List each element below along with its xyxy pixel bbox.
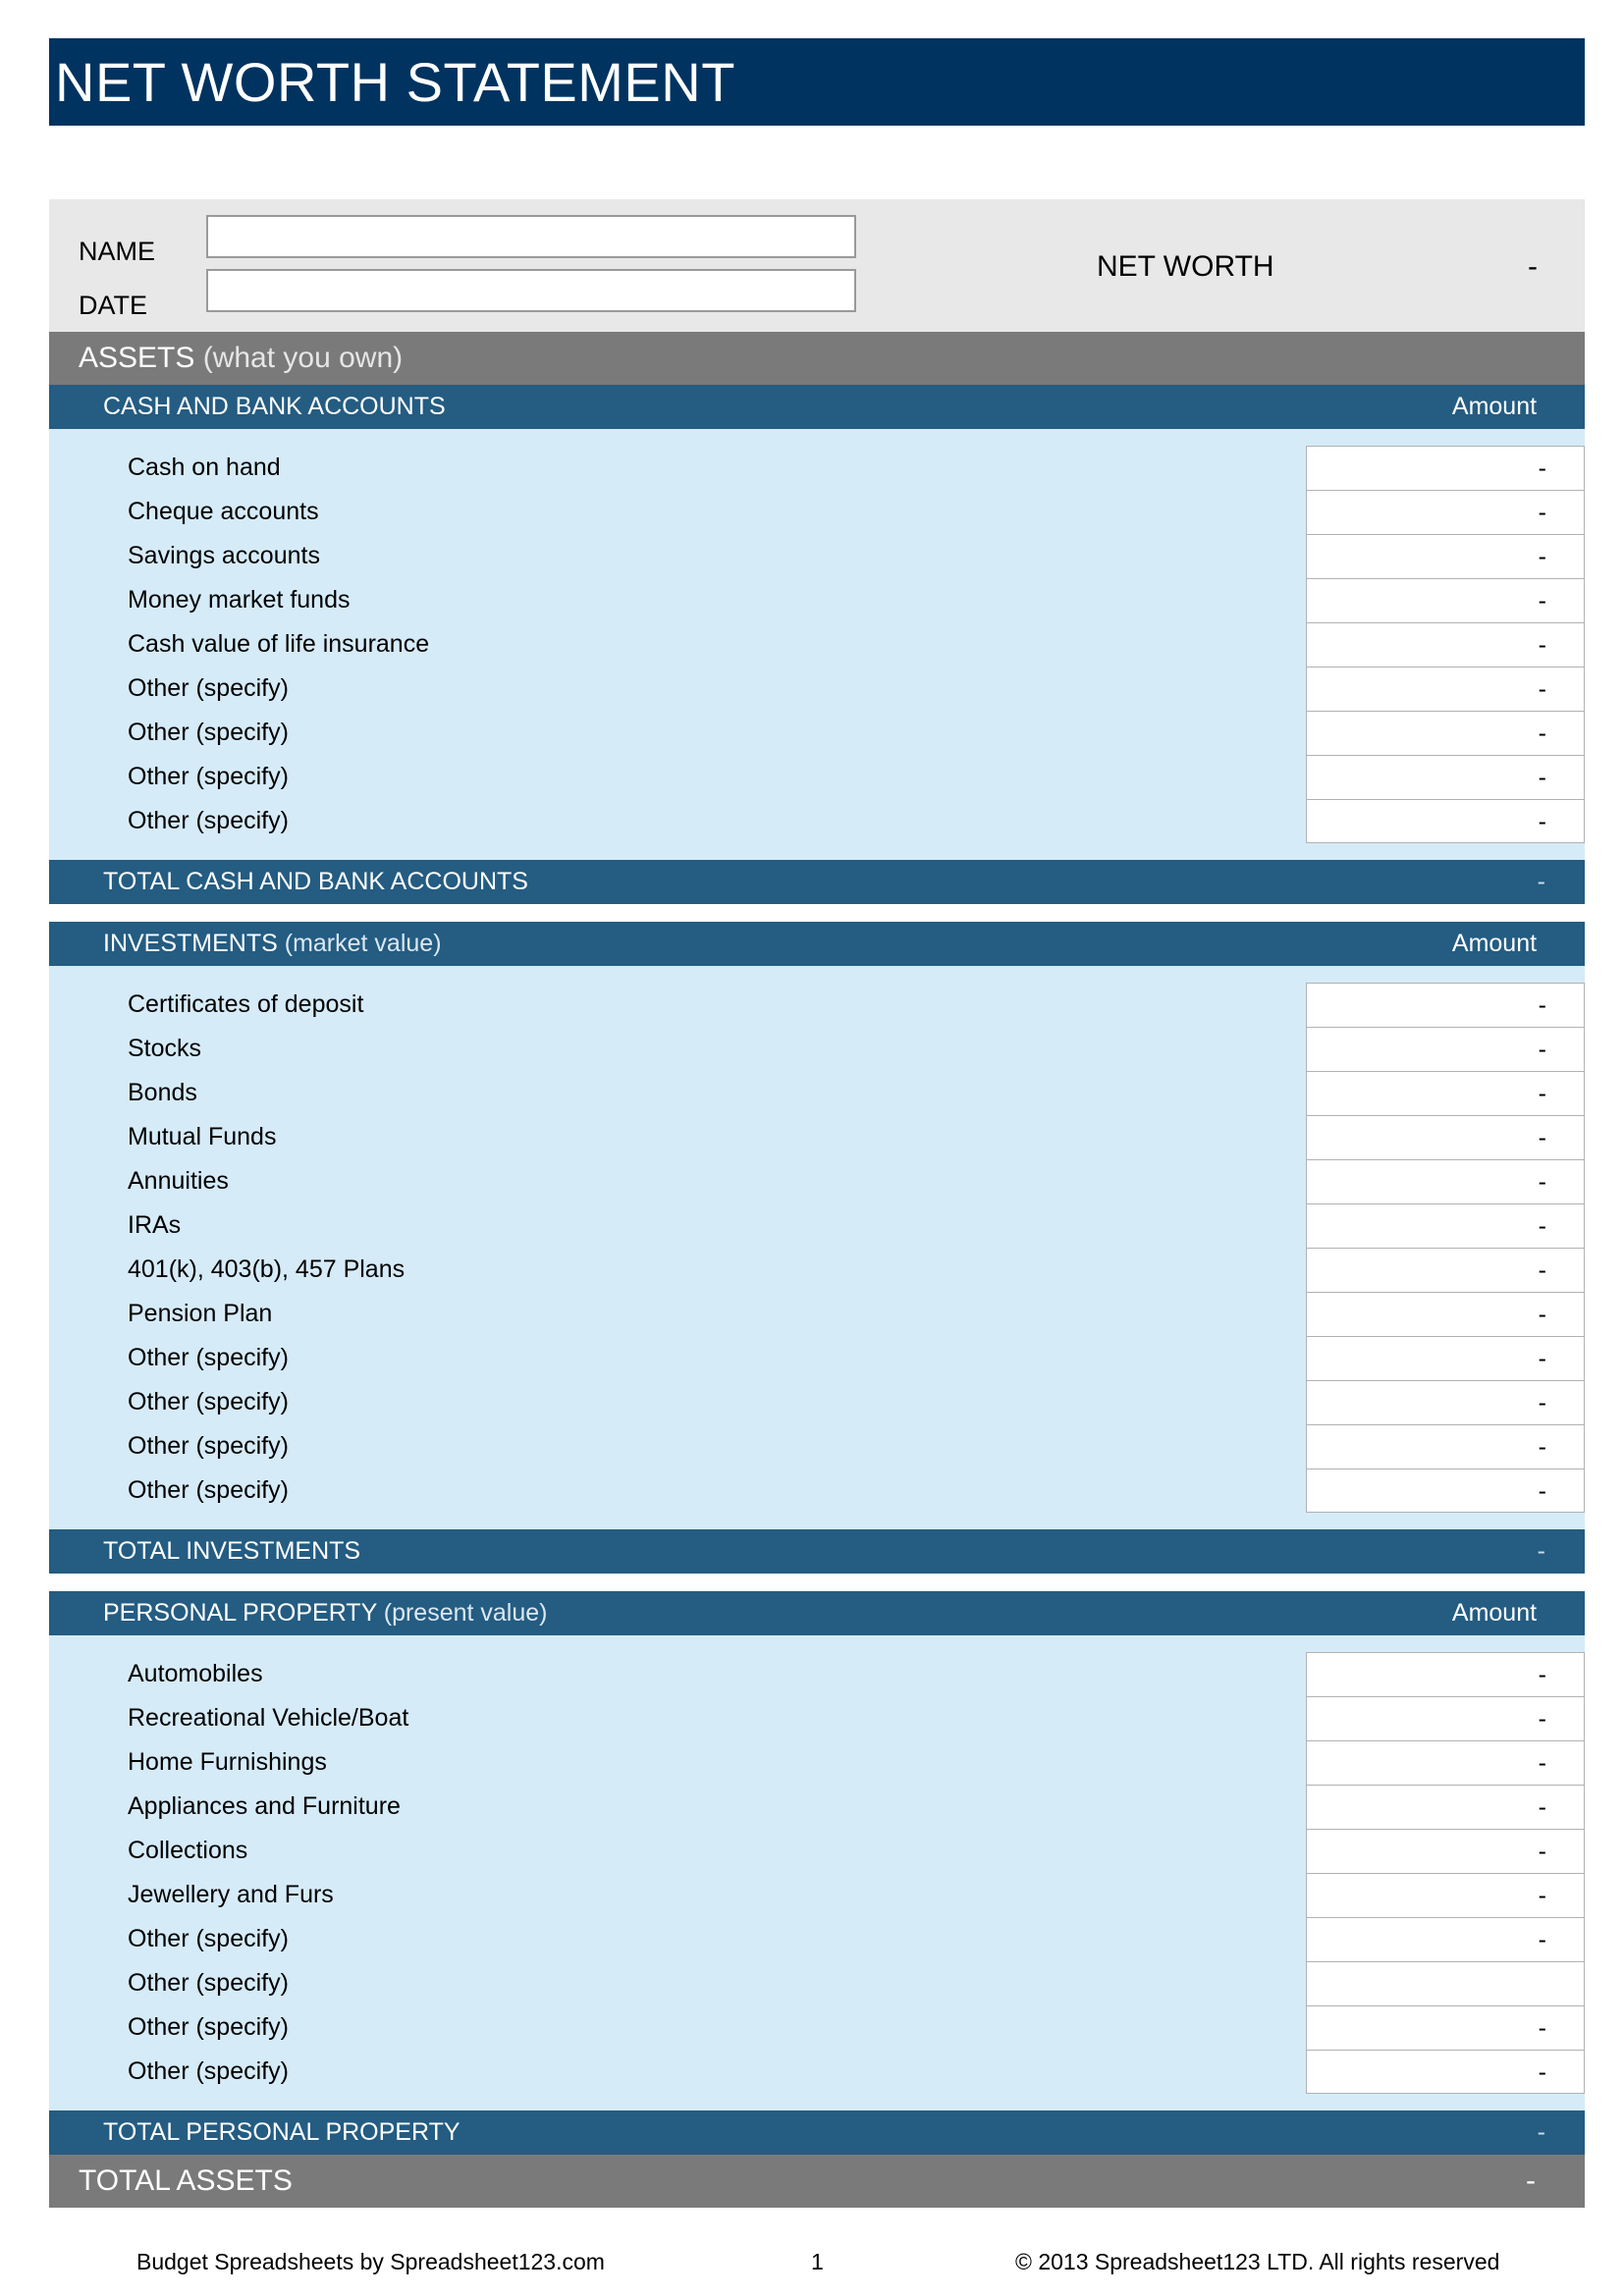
amount-cell[interactable]: - bbox=[1306, 1468, 1585, 1513]
footer-copyright: © 2013 Spreadsheet123 LTD. All rights reserved bbox=[1015, 2249, 1500, 2274]
amount-cell[interactable]: - bbox=[1306, 1873, 1585, 1917]
table-row bbox=[49, 1829, 1585, 1873]
row-label: Other (specify) bbox=[128, 1476, 289, 1504]
row-label: Other (specify) bbox=[128, 719, 289, 746]
table-row bbox=[49, 1115, 1585, 1159]
row-label: Other (specify) bbox=[128, 1432, 289, 1460]
row-label: Stocks bbox=[128, 1035, 202, 1062]
table-row bbox=[49, 1917, 1585, 1961]
amount-cell[interactable]: - bbox=[1306, 1696, 1585, 1740]
row-label: Jewellery and Furs bbox=[128, 1881, 334, 1908]
section-subtitle: (market value) bbox=[284, 930, 442, 957]
table-row bbox=[49, 983, 1585, 1027]
table-row bbox=[49, 667, 1585, 711]
section-total-label: TOTAL INVESTMENTS bbox=[103, 1537, 361, 1565]
amount-cell[interactable]: - bbox=[1306, 1336, 1585, 1380]
amount-cell[interactable]: - bbox=[1306, 1829, 1585, 1873]
table-row bbox=[49, 1071, 1585, 1115]
amount-cell[interactable]: - bbox=[1306, 2050, 1585, 2094]
row-label: IRAs bbox=[128, 1211, 182, 1239]
assets-header-title: ASSETS bbox=[79, 342, 195, 374]
total-assets-value: - bbox=[1526, 2164, 1536, 2197]
amount-cell[interactable]: - bbox=[1306, 1248, 1585, 1292]
table-row bbox=[49, 1873, 1585, 1917]
amount-cell[interactable]: - bbox=[1306, 1027, 1585, 1071]
amount-cell[interactable]: - bbox=[1306, 1071, 1585, 1115]
row-label: Certificates of deposit bbox=[128, 990, 364, 1018]
row-label: Other (specify) bbox=[128, 1388, 289, 1415]
section-total bbox=[49, 1529, 1585, 1574]
row-label: Cash value of life insurance bbox=[128, 630, 430, 658]
table-row bbox=[49, 2005, 1585, 2050]
table-row bbox=[49, 1652, 1585, 1696]
row-label: Other (specify) bbox=[128, 2057, 289, 2085]
table-row bbox=[49, 622, 1585, 667]
row-label: Other (specify) bbox=[128, 1925, 289, 1952]
table-row bbox=[49, 1785, 1585, 1829]
total-assets-bar bbox=[49, 2155, 1585, 2208]
row-label: Other (specify) bbox=[128, 763, 289, 790]
row-label: Annuities bbox=[128, 1167, 229, 1195]
amount-column-header: Amount bbox=[1451, 393, 1538, 420]
table-row bbox=[49, 490, 1585, 534]
footer-credit: Budget Spreadsheets by Spreadsheet123.com bbox=[136, 2249, 605, 2274]
amount-cell[interactable]: - bbox=[1306, 622, 1585, 667]
amount-cell[interactable]: - bbox=[1306, 1380, 1585, 1424]
amount-cell[interactable]: - bbox=[1306, 1740, 1585, 1785]
row-label: Bonds bbox=[128, 1079, 197, 1106]
section-total bbox=[49, 860, 1585, 904]
net-worth-value: - bbox=[1528, 250, 1538, 283]
section-header bbox=[49, 922, 1585, 966]
row-label: Savings accounts bbox=[128, 542, 320, 569]
row-label: Pension Plan bbox=[128, 1300, 273, 1327]
amount-cell[interactable]: - bbox=[1306, 1292, 1585, 1336]
row-label: Home Furnishings bbox=[128, 1748, 327, 1776]
amount-cell[interactable]: - bbox=[1306, 578, 1585, 622]
net-worth-statement bbox=[49, 38, 1585, 2208]
row-label: Automobiles bbox=[128, 1660, 263, 1687]
row-label: Other (specify) bbox=[128, 1344, 289, 1371]
amount-cell[interactable]: - bbox=[1306, 1115, 1585, 1159]
table-row bbox=[49, 1696, 1585, 1740]
amount-cell[interactable]: - bbox=[1306, 490, 1585, 534]
section-total-value: - bbox=[1537, 1537, 1545, 1565]
table-row bbox=[49, 1336, 1585, 1380]
assets-header-subtitle: (what you own) bbox=[202, 342, 404, 374]
row-label: Cheque accounts bbox=[128, 498, 319, 525]
section-rows bbox=[49, 1635, 1585, 2110]
section-spacer bbox=[49, 904, 1585, 922]
table-row bbox=[49, 1027, 1585, 1071]
amount-cell[interactable]: - bbox=[1306, 1917, 1585, 1961]
section-header bbox=[49, 385, 1585, 429]
table-row bbox=[49, 2050, 1585, 2094]
page-title: NET WORTH STATEMENT bbox=[49, 38, 1585, 126]
section-header bbox=[49, 1591, 1585, 1635]
section-total bbox=[49, 2110, 1585, 2155]
page-footer bbox=[0, 2249, 1624, 2278]
row-label: Money market funds bbox=[128, 586, 351, 614]
table-row bbox=[49, 1468, 1585, 1513]
table-row bbox=[49, 1292, 1585, 1336]
table-row bbox=[49, 1961, 1585, 2005]
table-row bbox=[49, 1380, 1585, 1424]
table-row bbox=[49, 1203, 1585, 1248]
date-label: DATE bbox=[79, 291, 148, 320]
section-subtitle: (present value) bbox=[383, 1599, 548, 1627]
section-rows bbox=[49, 429, 1585, 860]
section-spacer bbox=[49, 1574, 1585, 1591]
table-row bbox=[49, 755, 1585, 799]
amount-cell[interactable]: - bbox=[1306, 446, 1585, 490]
row-label: Other (specify) bbox=[128, 674, 289, 702]
amount-cell[interactable]: - bbox=[1306, 1652, 1585, 1696]
row-label: Cash on hand bbox=[128, 454, 281, 481]
page-number: 1 bbox=[811, 2249, 824, 2274]
amount-cell[interactable]: - bbox=[1306, 1203, 1585, 1248]
table-row bbox=[49, 711, 1585, 755]
row-label: Other (specify) bbox=[128, 807, 289, 834]
row-label: Mutual Funds bbox=[128, 1123, 277, 1150]
amount-column-header: Amount bbox=[1451, 1599, 1538, 1627]
info-panel bbox=[49, 199, 1585, 332]
amount-cell[interactable]: - bbox=[1306, 1785, 1585, 1829]
amount-cell[interactable]: - bbox=[1306, 1424, 1585, 1468]
section-title: INVESTMENTS bbox=[103, 930, 278, 957]
amount-cell[interactable]: - bbox=[1306, 2005, 1585, 2050]
assets-header bbox=[49, 332, 1585, 385]
name-field[interactable] bbox=[206, 215, 856, 258]
row-label: Recreational Vehicle/Boat bbox=[128, 1704, 409, 1732]
table-row bbox=[49, 1424, 1585, 1468]
amount-cell[interactable]: - bbox=[1306, 799, 1585, 843]
amount-cell[interactable]: - bbox=[1306, 1159, 1585, 1203]
amount-cell[interactable]: - bbox=[1306, 534, 1585, 578]
row-label: Appliances and Furniture bbox=[128, 1792, 401, 1820]
row-label: Other (specify) bbox=[128, 1969, 289, 1997]
table-row bbox=[49, 799, 1585, 843]
section-total-label: TOTAL CASH AND BANK ACCOUNTS bbox=[103, 868, 528, 895]
amount-cell[interactable]: - bbox=[1306, 755, 1585, 799]
amount-cell[interactable]: - bbox=[1306, 667, 1585, 711]
table-row bbox=[49, 1248, 1585, 1292]
amount-cell[interactable] bbox=[1306, 1961, 1585, 2005]
table-row bbox=[49, 534, 1585, 578]
section-total-label: TOTAL PERSONAL PROPERTY bbox=[103, 2118, 460, 2146]
date-field[interactable] bbox=[206, 269, 856, 312]
section-rows bbox=[49, 966, 1585, 1529]
asset-sections bbox=[49, 385, 1585, 2155]
amount-cell[interactable]: - bbox=[1306, 711, 1585, 755]
section-title: PERSONAL PROPERTY bbox=[103, 1599, 377, 1627]
table-row bbox=[49, 446, 1585, 490]
table-row bbox=[49, 1740, 1585, 1785]
section-total-value: - bbox=[1537, 2118, 1545, 2146]
row-label: Collections bbox=[128, 1837, 248, 1864]
table-row bbox=[49, 578, 1585, 622]
name-label: NAME bbox=[79, 237, 156, 266]
table-row bbox=[49, 1159, 1585, 1203]
amount-cell[interactable]: - bbox=[1306, 983, 1585, 1027]
section-title: CASH AND BANK ACCOUNTS bbox=[103, 393, 446, 420]
row-label: Other (specify) bbox=[128, 2013, 289, 2041]
section-total-value: - bbox=[1537, 868, 1545, 895]
net-worth-label: NET WORTH bbox=[1097, 250, 1274, 283]
total-assets-label: TOTAL ASSETS bbox=[79, 2164, 293, 2197]
amount-column-header: Amount bbox=[1451, 930, 1538, 957]
row-label: 401(k), 403(b), 457 Plans bbox=[128, 1255, 406, 1283]
